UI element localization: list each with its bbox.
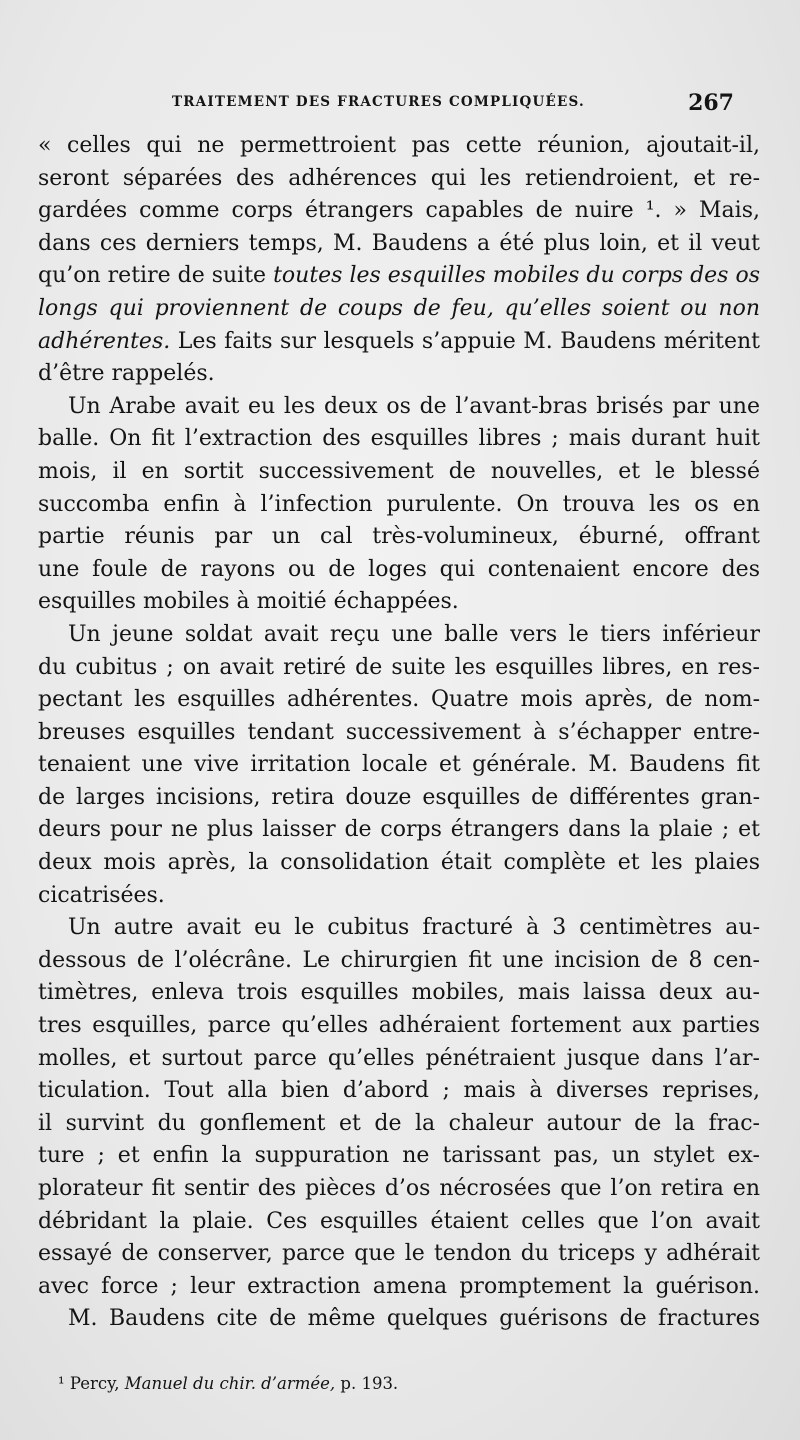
line-text: du cubitus ; on avait retiré de suite les esquilles libres, en res- <box>38 654 760 680</box>
italic-text: adhérentes. <box>38 328 171 354</box>
line-text: Un autre avait eu le cubitus fracturé à 3 centimètres au- <box>68 915 760 941</box>
text-line <box>38 945 760 978</box>
text-line <box>38 521 760 554</box>
line-text: tres esquilles, parce qu’elles adhéraient fortement aux parties <box>38 1013 760 1039</box>
text-line <box>38 1206 760 1239</box>
line-text: balle. On fit l’extraction des esquilles libres ; mais durant huit <box>38 426 760 452</box>
text-line <box>38 163 760 196</box>
line-text: deux mois après, la consolidation était complète et les plaies <box>38 850 760 876</box>
text-line <box>38 423 760 456</box>
text-line <box>38 130 760 163</box>
line-text: breuses esquilles tendant successivement à s’échapper entre- <box>38 719 760 745</box>
line-text: Les faits sur lesquels s’appuie M. Baudens méritent <box>170 328 760 354</box>
text-line <box>38 326 760 359</box>
text-line <box>38 1140 760 1173</box>
text-line <box>38 847 760 880</box>
text-line <box>38 684 760 717</box>
line-text: ticulation. Tout alla bien d’abord ; mais à diverses reprises, <box>38 1078 760 1104</box>
body-text <box>38 130 760 1336</box>
text-line <box>38 912 760 945</box>
text-line <box>38 1075 760 1108</box>
text-line <box>38 260 760 293</box>
line-text: Un Arabe avait eu les deux os de l’avant-bras brisés par une <box>68 393 760 419</box>
line-text: partie réunis par un cal très-volumineux, éburné, offrant <box>38 524 760 550</box>
line-text: débridant la plaie. Ces esquilles étaient celles que l’on avait <box>38 1208 760 1234</box>
text-line <box>38 391 760 424</box>
text-line <box>38 1173 760 1206</box>
text-line <box>38 1108 760 1141</box>
line-text: esquilles mobiles à moitié échappées. <box>38 589 459 615</box>
line-text: avec force ; leur extraction amena promptement la guérison. <box>38 1273 760 1299</box>
line-text: d’être rappelés. <box>38 361 215 387</box>
page-header <box>40 90 740 120</box>
line-text: timètres, enleva trois esquilles mobiles, mais laissa deux au- <box>38 980 760 1006</box>
text-line <box>38 293 760 326</box>
line-text: de larges incisions, retira douze esquilles de différentes gran- <box>38 784 760 810</box>
text-line <box>38 228 760 261</box>
footnote-marker: ¹ <box>58 1374 65 1393</box>
line-text: deurs pour ne plus laisser de corps étrangers dans la plaie ; et <box>38 817 760 843</box>
line-text: molles, et surtout parce qu’elles pénétraient jusque dans l’ar- <box>38 1045 760 1071</box>
text-line <box>38 358 760 391</box>
running-head: TRAITEMENT DES FRACTURES COMPLIQUÉES. <box>172 94 585 110</box>
text-line <box>38 782 760 815</box>
line-text: seront séparées des adhérences qui les retiendroient, et re- <box>38 165 760 191</box>
text-line <box>38 1010 760 1043</box>
text-line <box>38 1238 760 1271</box>
line-text: plorateur fit sentir des pièces d’os nécrosées que l’on retira en <box>38 1176 760 1201</box>
line-text: pectant les esquilles adhérentes. Quatre mois après, de nom- <box>38 687 760 713</box>
line-text: une foule de rayons ou de loges qui contenaient encore des <box>38 556 760 582</box>
line-text: dans ces derniers temps, M. Baudens a été plus loin, et il veut <box>38 230 760 256</box>
footnote-page: p. 193. <box>340 1374 399 1393</box>
line-text: qu’on retire de suite <box>38 263 274 289</box>
line-text: cicatrisées. <box>38 882 165 908</box>
text-line <box>38 489 760 522</box>
line-text: il survint du gonflement et de la chaleur autour de la frac- <box>38 1110 760 1136</box>
line-text: mois, il en sortit successivement de nouvelles, et le blessé <box>38 458 760 484</box>
text-line <box>38 652 760 685</box>
text-line <box>38 814 760 847</box>
text-line <box>38 1303 760 1336</box>
line-text: gardées comme corps étrangers capables de nuire ¹. » Mais, <box>38 198 760 224</box>
line-text: « celles qui ne permettroient pas cette réunion, ajoutait-il, <box>38 133 760 158</box>
text-line <box>38 619 760 652</box>
text-line <box>38 586 760 619</box>
page-number: 267 <box>688 90 734 116</box>
line-text: M. Baudens cite de même quelques guérisons de fractures <box>68 1306 760 1332</box>
text-line <box>38 880 760 913</box>
line-text: Un jeune soldat avait reçu une balle vers le tiers inférieur <box>68 621 760 647</box>
footnote <box>58 1374 398 1393</box>
line-text: essayé de conserver, parce que le tendon du triceps y adhérait <box>38 1241 760 1267</box>
line-text: ture ; et enfin la suppuration ne tarissant pas, un stylet ex- <box>38 1143 760 1169</box>
line-text: succomba enfin à l’infection purulente. On trouva les os en <box>38 491 760 517</box>
italic-text: toutes les esquilles mobiles du corps des os <box>273 263 760 289</box>
footnote-author: Percy, <box>69 1374 120 1393</box>
text-line <box>38 1043 760 1076</box>
text-line <box>38 195 760 228</box>
text-line <box>38 456 760 489</box>
text-line <box>38 1271 760 1304</box>
text-line <box>38 749 760 782</box>
italic-text: longs qui proviennent de coups de feu, qu’elles soient ou non <box>38 295 760 321</box>
line-text: dessous de l’olécrâne. Le chirurgien fit une incision de 8 cen- <box>38 947 760 973</box>
footnote-title: Manuel du chir. d’armée, <box>124 1374 336 1393</box>
text-line <box>38 717 760 750</box>
text-line <box>38 977 760 1010</box>
line-text: tenaient une vive irritation locale et générale. M. Baudens fit <box>38 752 760 778</box>
text-line <box>38 554 760 587</box>
